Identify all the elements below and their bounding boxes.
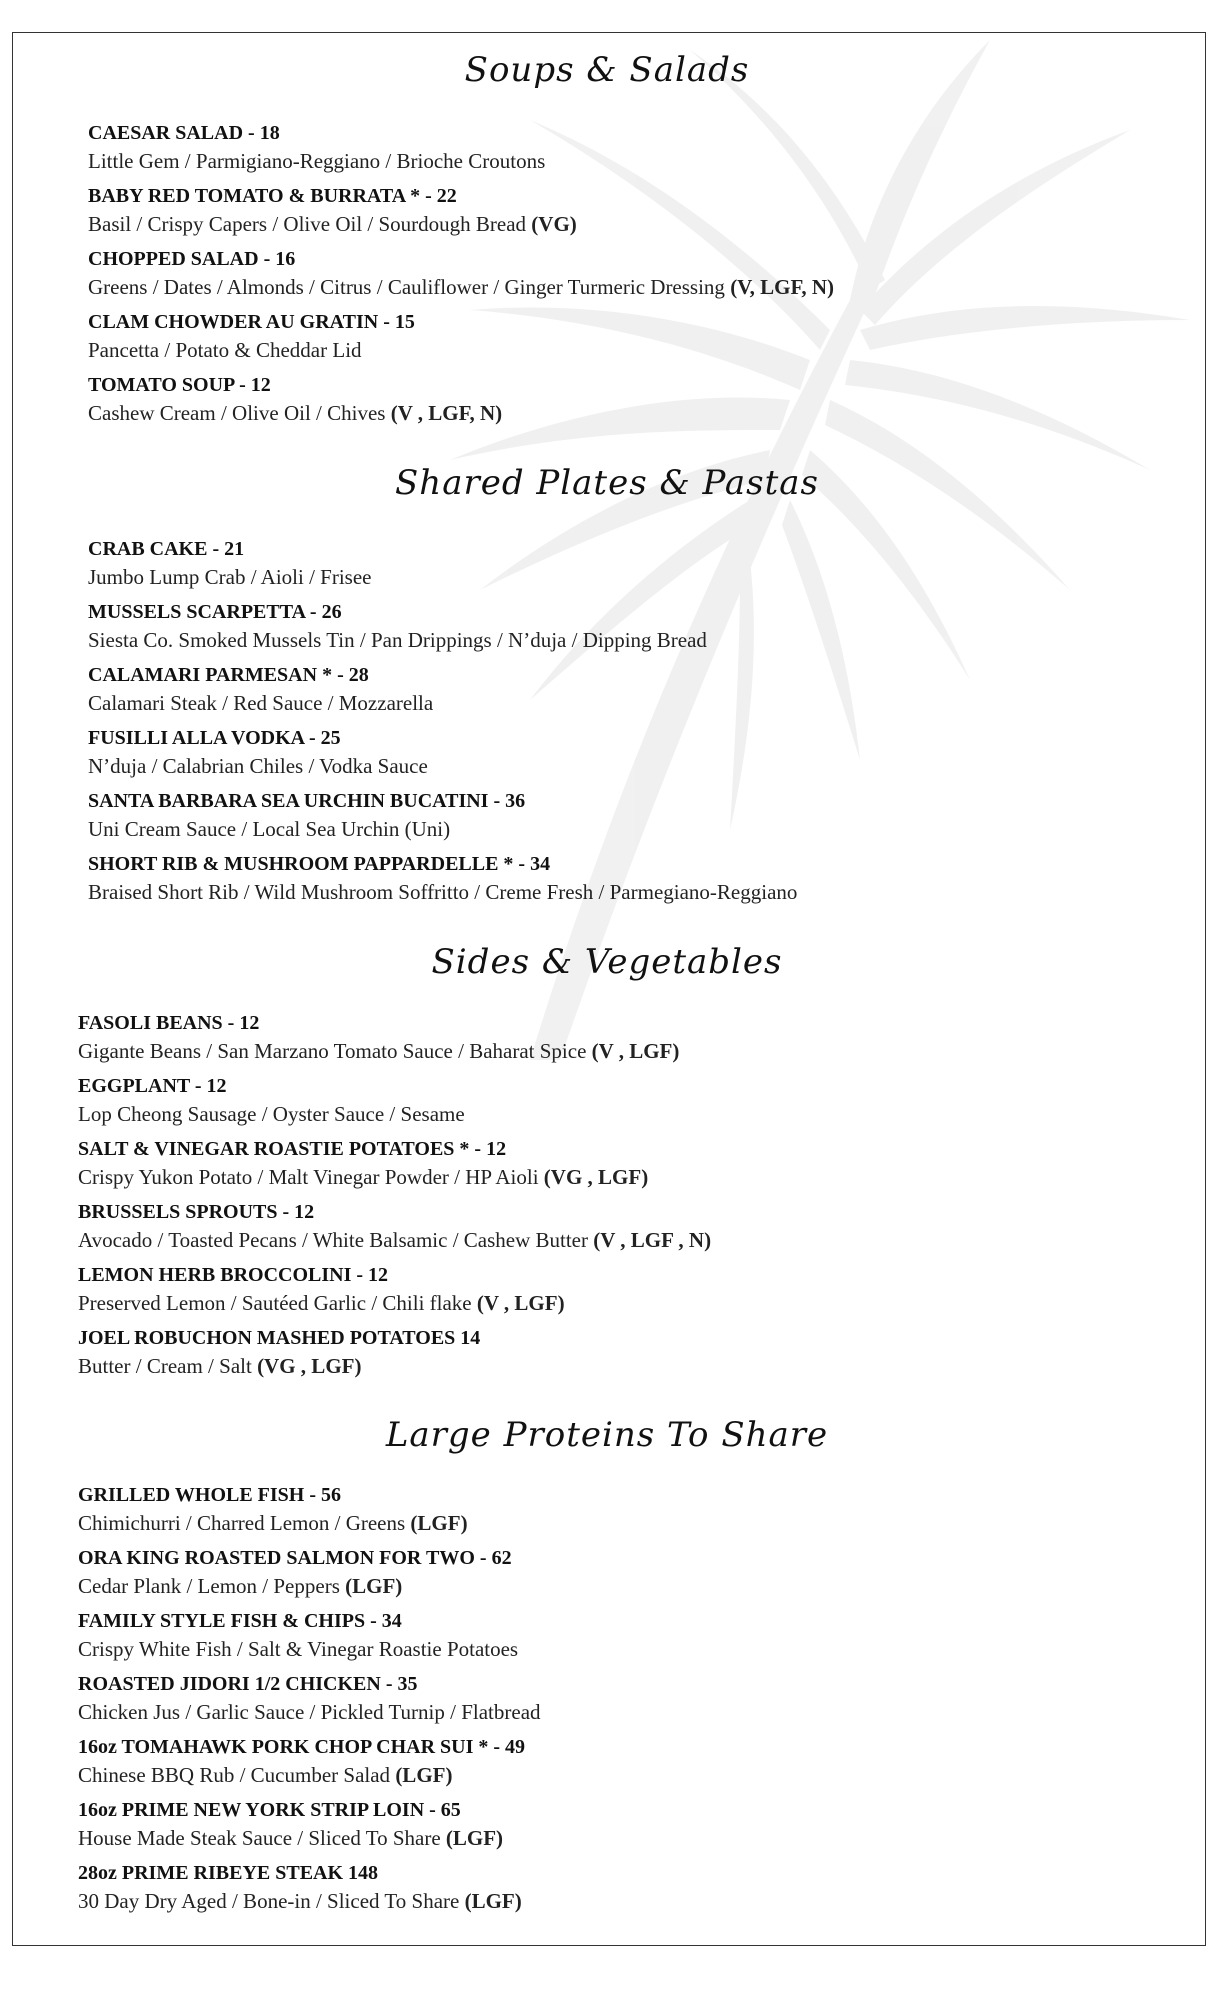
item-desc-text: Cedar Plank / Lemon / Peppers bbox=[78, 1574, 346, 1598]
menu-item bbox=[78, 1073, 711, 1128]
section-items-shared-plates bbox=[88, 536, 797, 906]
menu-item bbox=[78, 1136, 711, 1191]
item-desc-text: Braised Short Rib / Wild Mushroom Soffritto / Creme Fresh / Parmegiano-Reggiano bbox=[88, 880, 798, 904]
item-description bbox=[78, 1509, 541, 1537]
item-description bbox=[88, 336, 834, 364]
item-description bbox=[88, 752, 797, 780]
item-description bbox=[78, 1761, 541, 1789]
item-desc-text: Chicken Jus / Garlic Sauce / Pickled Turnip / Flatbread bbox=[78, 1700, 541, 1724]
menu-item bbox=[88, 309, 834, 364]
item-name: SALT & VINEGAR ROASTIE POTATOES * - 12 bbox=[78, 1138, 507, 1160]
menu-item bbox=[78, 1262, 711, 1317]
dietary-tag: (VG) bbox=[531, 212, 577, 236]
menu-item bbox=[88, 536, 797, 591]
item-desc-text: Butter / Cream / Salt bbox=[78, 1354, 258, 1378]
menu-item bbox=[78, 1797, 541, 1852]
item-description bbox=[78, 1289, 711, 1317]
item-desc-text: Jumbo Lump Crab / Aioli / Frisee bbox=[88, 565, 372, 589]
item-name: 28oz PRIME RIBEYE STEAK 148 bbox=[78, 1862, 379, 1884]
item-desc-text: Avocado / Toasted Pecans / White Balsamic / Cashew Butter bbox=[78, 1228, 594, 1252]
item-description bbox=[88, 273, 834, 301]
item-name: SANTA BARBARA SEA URCHIN BUCATINI - 36 bbox=[88, 790, 526, 812]
dietary-tag: (V , LGF) bbox=[476, 1291, 565, 1315]
item-name: MUSSELS SCARPETTA - 26 bbox=[88, 601, 342, 623]
item-name: CAESAR SALAD - 18 bbox=[88, 122, 280, 144]
item-description bbox=[88, 689, 797, 717]
item-desc-text: Chimichurri / Charred Lemon / Greens bbox=[78, 1511, 411, 1535]
item-description bbox=[88, 147, 834, 175]
item-desc-text: N’duja / Calabrian Chiles / Vodka Sauce bbox=[88, 754, 428, 778]
menu-item bbox=[78, 1608, 541, 1663]
item-name: FUSILLI ALLA VODKA - 25 bbox=[88, 727, 341, 749]
menu-item bbox=[88, 662, 797, 717]
item-description bbox=[88, 815, 797, 843]
menu-item bbox=[78, 1482, 541, 1537]
item-name: CRAB CAKE - 21 bbox=[88, 538, 245, 560]
item-name: 16oz TOMAHAWK PORK CHOP CHAR SUI * - 49 bbox=[78, 1736, 526, 1758]
item-description bbox=[78, 1163, 711, 1191]
item-description bbox=[88, 563, 797, 591]
dietary-tag: (LGF) bbox=[445, 1826, 504, 1850]
section-items-sides-vegetables bbox=[78, 1010, 711, 1380]
dietary-tag: (V , LGF , N) bbox=[593, 1228, 712, 1252]
item-desc-text: Crispy Yukon Potato / Malt Vinegar Powder / HP Aioli bbox=[78, 1165, 544, 1189]
item-description bbox=[88, 626, 797, 654]
menu-item bbox=[88, 851, 797, 906]
item-desc-text: Gigante Beans / San Marzano Tomato Sauce / Baharat Spice bbox=[78, 1039, 592, 1063]
item-name: SHORT RIB & MUSHROOM PAPPARDELLE * - 34 bbox=[88, 853, 551, 875]
item-name: BABY RED TOMATO & BURRATA * - 22 bbox=[88, 185, 457, 207]
item-name: ORA KING ROASTED SALMON FOR TWO - 62 bbox=[78, 1547, 512, 1569]
item-name: CALAMARI PARMESAN * - 28 bbox=[88, 664, 369, 686]
menu-item bbox=[88, 599, 797, 654]
menu-item bbox=[88, 120, 834, 175]
section-title-shared-plates: Shared Plates & Pastas bbox=[395, 463, 819, 503]
item-name: LEMON HERB BROCCOLINI - 12 bbox=[78, 1264, 389, 1286]
item-description bbox=[78, 1352, 711, 1380]
item-description bbox=[78, 1635, 541, 1663]
dietary-tag: (VG , LGF) bbox=[257, 1354, 362, 1378]
menu-item bbox=[88, 246, 834, 301]
menu-item bbox=[78, 1010, 711, 1065]
section-items-soups-salads bbox=[88, 120, 834, 427]
item-description bbox=[78, 1698, 541, 1726]
item-description bbox=[78, 1572, 541, 1600]
section-title-soups-salads: Soups & Salads bbox=[464, 50, 750, 90]
dietary-tag: (V , LGF, N) bbox=[390, 401, 503, 425]
item-name: EGGPLANT - 12 bbox=[78, 1075, 227, 1097]
dietary-tag: (V , LGF) bbox=[591, 1039, 680, 1063]
menu-item bbox=[88, 372, 834, 427]
dietary-tag: (LGF) bbox=[345, 1574, 403, 1598]
menu-item bbox=[88, 183, 834, 238]
item-desc-text: Little Gem / Parmigiano-Reggiano / Brioche Croutons bbox=[88, 149, 546, 173]
menu-item bbox=[78, 1199, 711, 1254]
item-desc-text: Chinese BBQ Rub / Cucumber Salad bbox=[78, 1763, 396, 1787]
item-description bbox=[88, 399, 834, 427]
item-desc-text: Cashew Cream / Olive Oil / Chives bbox=[88, 401, 391, 425]
item-desc-text: Calamari Steak / Red Sauce / Mozzarella bbox=[88, 691, 434, 715]
item-desc-text: Siesta Co. Smoked Mussels Tin / Pan Drippings / N’duja / Dipping Bread bbox=[88, 628, 707, 652]
item-name: CHOPPED SALAD - 16 bbox=[88, 248, 296, 270]
item-name: GRILLED WHOLE FISH - 56 bbox=[78, 1484, 342, 1506]
item-description bbox=[78, 1226, 711, 1254]
item-desc-text: House Made Steak Sauce / Sliced To Share bbox=[78, 1826, 446, 1850]
item-name: FAMILY STYLE FISH & CHIPS - 34 bbox=[78, 1610, 402, 1632]
menu-item bbox=[88, 725, 797, 780]
dietary-tag: (LGF) bbox=[464, 1889, 522, 1913]
item-description bbox=[88, 210, 834, 238]
menu-item bbox=[78, 1734, 541, 1789]
section-title-large-proteins: Large Proteins To Share bbox=[385, 1415, 829, 1455]
item-name: JOEL ROBUCHON MASHED POTATOES 14 bbox=[78, 1327, 481, 1349]
item-desc-text: Crispy White Fish / Salt & Vinegar Roastie Potatoes bbox=[78, 1637, 519, 1661]
item-name: BRUSSELS SPROUTS - 12 bbox=[78, 1201, 315, 1223]
item-description bbox=[78, 1100, 711, 1128]
menu-item bbox=[78, 1671, 541, 1726]
item-desc-text: Uni Cream Sauce / Local Sea Urchin (Uni) bbox=[88, 817, 451, 841]
menu-item bbox=[88, 788, 797, 843]
section-title-sides-vegetables: Sides & Vegetables bbox=[431, 942, 783, 982]
dietary-tag: (V, LGF, N) bbox=[730, 275, 835, 299]
dietary-tag: (VG , LGF) bbox=[543, 1165, 649, 1189]
item-name: ROASTED JIDORI 1/2 CHICKEN - 35 bbox=[78, 1673, 418, 1695]
menu-item bbox=[78, 1860, 541, 1915]
dietary-tag: (LGF) bbox=[410, 1511, 468, 1535]
item-desc-text: Basil / Crispy Capers / Olive Oil / Sourdough Bread bbox=[88, 212, 532, 236]
item-description bbox=[78, 1037, 711, 1065]
item-desc-text: Preserved Lemon / Sautéed Garlic / Chili flake bbox=[78, 1291, 477, 1315]
item-name: TOMATO SOUP - 12 bbox=[88, 374, 271, 396]
item-desc-text: Lop Cheong Sausage / Oyster Sauce / Sesame bbox=[78, 1102, 465, 1126]
item-name: FASOLI BEANS - 12 bbox=[78, 1012, 260, 1034]
item-desc-text: Greens / Dates / Almonds / Citrus / Cauliflower / Ginger Turmeric Dressing bbox=[88, 275, 731, 299]
item-description bbox=[88, 878, 797, 906]
item-name: CLAM CHOWDER AU GRATIN - 15 bbox=[88, 311, 415, 333]
menu-item bbox=[78, 1545, 541, 1600]
dietary-tag: (LGF) bbox=[395, 1763, 453, 1787]
item-desc-text: 30 Day Dry Aged / Bone-in / Sliced To Share bbox=[78, 1889, 465, 1913]
menu-item bbox=[78, 1325, 711, 1380]
item-description bbox=[78, 1824, 541, 1852]
item-description bbox=[78, 1887, 541, 1915]
item-desc-text: Pancetta / Potato & Cheddar Lid bbox=[88, 338, 362, 362]
section-items-large-proteins bbox=[78, 1482, 541, 1915]
item-name: 16oz PRIME NEW YORK STRIP LOIN - 65 bbox=[78, 1799, 461, 1821]
